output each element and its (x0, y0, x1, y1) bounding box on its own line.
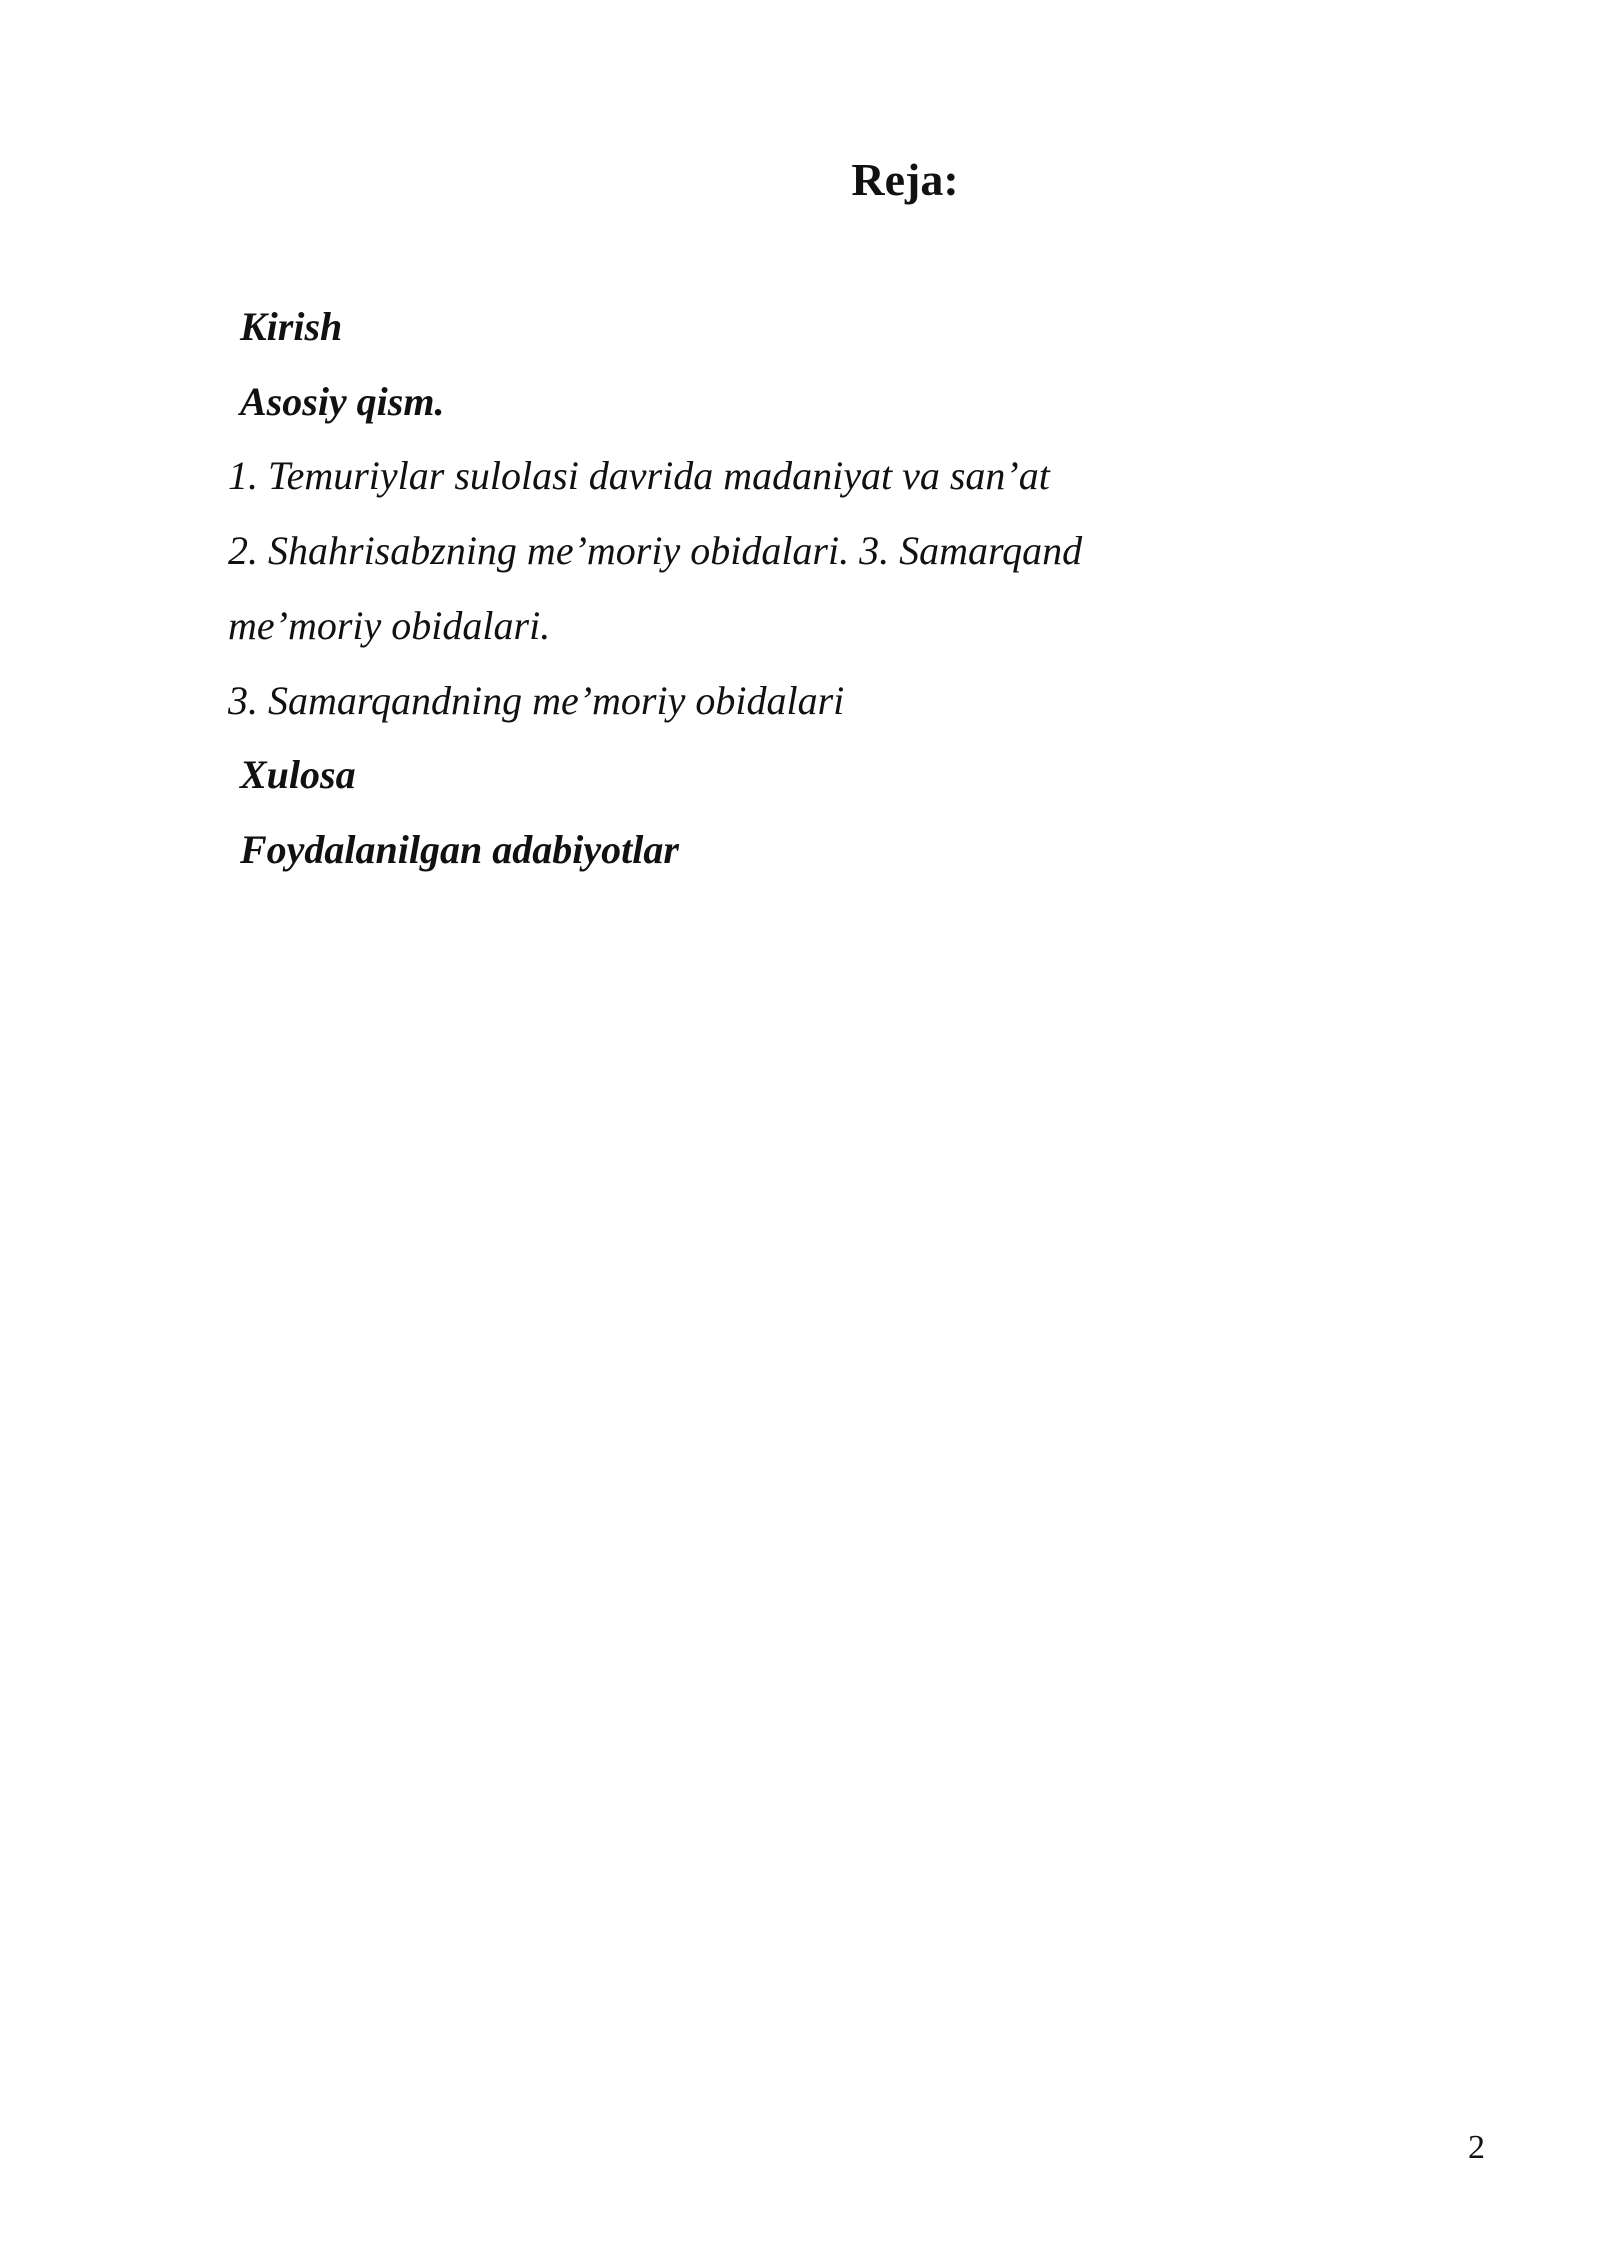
plan-item-1-text: Temuriylar sulolasi davrida madaniyat va san’at (268, 453, 1050, 498)
plan-item-2-continuation: me’moriy obidalari. (228, 603, 551, 648)
plan-item-references: Foydalanilgan adabiyotlar (240, 827, 679, 872)
plan-item-1-number: 1. (228, 453, 258, 498)
plan-item-conclusion: Xulosa (240, 752, 356, 797)
plan-item-2 (228, 526, 1082, 576)
page-number: 2 (1468, 2129, 1485, 2166)
plan-item-1 (228, 451, 1050, 501)
plan-item-3: 3. Samarqandning me’moriy obidalari (228, 678, 845, 723)
plan-item-2-number: 2. (228, 528, 258, 573)
page-title: Reja: (851, 154, 959, 205)
plan-item-intro: Kirish (240, 304, 343, 349)
plan-item-2-text: Shahrisabzning me’moriy obidalari. 3. Samarqand (268, 528, 1083, 573)
plan-item-main-part: Asosiy qism. (240, 379, 445, 424)
